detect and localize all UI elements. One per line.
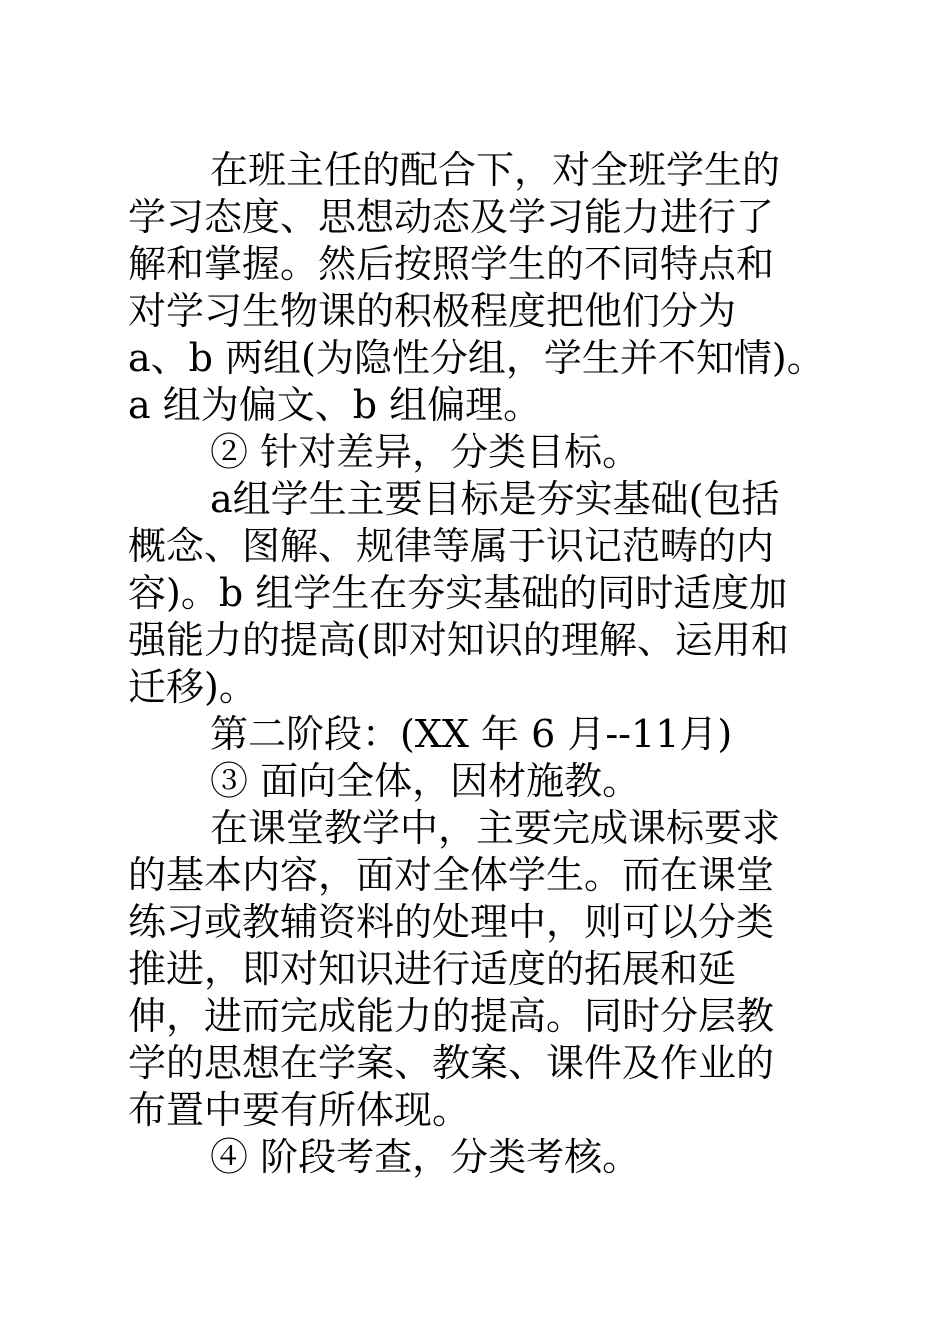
paragraph-line: 推进，即对知识进行适度的拓展和延 bbox=[128, 947, 737, 991]
paragraph-line: 伸，进而完成能力的提高。同时分层教 bbox=[128, 994, 775, 1038]
paragraph-line: a 组为偏文、b 组偏理。 bbox=[128, 383, 542, 427]
paragraph-line: 容)。b 组学生在夯实基础的同时适度加 bbox=[128, 571, 788, 615]
paragraph-line: 布置中要有所体现。 bbox=[128, 1088, 471, 1132]
paragraph-line: a、b 两组(为隐性分组，学生并不知情)。 bbox=[128, 336, 825, 380]
paragraph-line: 学习态度、思想动态及学习能力进行了 bbox=[128, 195, 775, 239]
document-body bbox=[128, 147, 848, 1181]
paragraph-line: 迁移)。 bbox=[128, 665, 257, 709]
paragraph-line: 学的思想在学案、教案、课件及作业的 bbox=[128, 1041, 775, 1085]
paragraph-line: 对学习生物课的积极程度把他们分为 bbox=[128, 289, 737, 333]
section-heading: ④ 阶段考查，分类考核。 bbox=[210, 1135, 641, 1179]
paragraph-line: 练习或教辅资料的处理中，则可以分类 bbox=[128, 900, 775, 944]
paragraph-line: 解和掌握。然后按照学生的不同特点和 bbox=[128, 242, 775, 286]
paragraph-line: 在课堂教学中，主要完成课标要求 bbox=[210, 806, 781, 850]
section-heading: ② 针对差异，分类目标。 bbox=[210, 430, 641, 474]
section-heading: ③ 面向全体，因材施教。 bbox=[210, 759, 641, 803]
paragraph-line: 在班主任的配合下，对全班学生的 bbox=[210, 148, 781, 192]
paragraph-line: 概念、图解、规律等属于识记范畴的内 bbox=[128, 524, 775, 568]
paragraph-line: 强能力的提高(即对知识的理解、运用和 bbox=[128, 618, 789, 662]
stage-heading: 第二阶段：(XX 年 6 月--11月) bbox=[210, 712, 733, 756]
paragraph-line: 的基本内容，面对全体学生。而在课堂 bbox=[128, 853, 775, 897]
paragraph-line: a组学生主要目标是夯实基础(包括 bbox=[210, 477, 780, 521]
